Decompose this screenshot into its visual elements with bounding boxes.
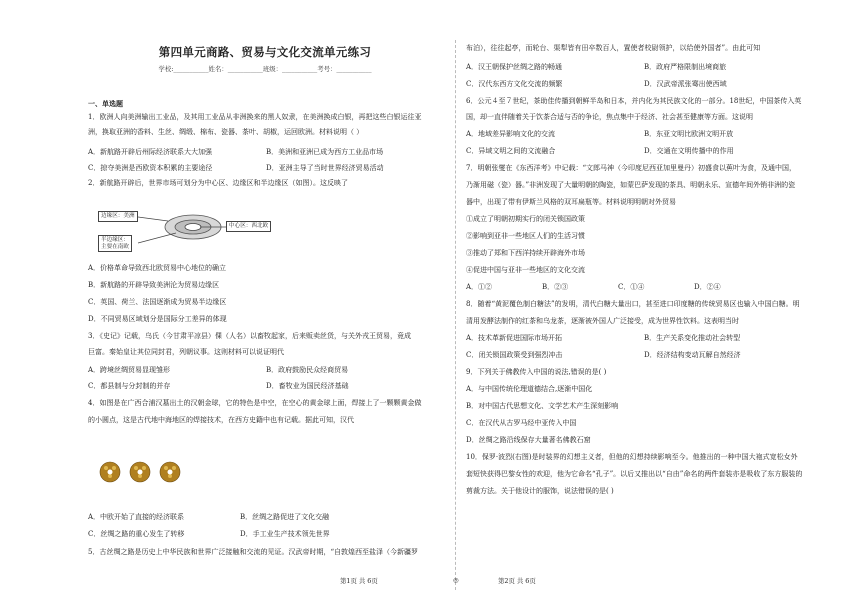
option-7a: A．①② (466, 283, 493, 291)
option-4a: A．中欧开始了直接的经济联系 (88, 513, 185, 521)
option-7b: B．②③ (542, 283, 569, 291)
edge-zone-label: 边缘区：美洲 (98, 211, 138, 222)
section-heading: 一、单选题 (88, 99, 123, 108)
statement-4: ④促进中国与亚非一些地区的文化交流 (466, 266, 585, 274)
option-8b: B．生产关系变化推动社会转型 (644, 334, 741, 342)
question-4-line: 4．如图是在广西合浦汉墓出土的汉朝金球，它的特色是中空，在空心的黄金球上面，焊接上了一颗颗黄金做 (88, 399, 422, 407)
option-6a: A．地域差异影响文化的交流 (466, 130, 556, 138)
option-6d: D．交通在文明传播中的作用 (644, 147, 734, 155)
question-3-line: 巨富。秦始皇让其位同封君，列朝议事。这则材料可以说证明代 (88, 348, 284, 356)
student-info-line: 学校:___________姓名：___________班级：___________考号：___________ (158, 65, 372, 73)
question-6-line: 国，却一直伴随着关于饮茶合适与否的争论，焦点集中于经济、社会甚至健康等方面。这说明 (466, 113, 753, 121)
column-divider (455, 40, 456, 590)
question-8-line: 8．随着“黄泥覆色制白糖法”的发明，清代白糖大量出口，甚至进口印度糖的传统贸易区也输入中国白糖。明 (466, 300, 800, 308)
option-1d: D．亚洲主导了当时世界经济贸易活动 (266, 164, 384, 172)
option-9d: D．丝绸之路沿线保存大量著名佛教石窟 (466, 436, 591, 444)
option-7c: C．①④ (618, 283, 645, 291)
center-ring (185, 224, 201, 231)
statement-2: ②影响到亚非一些地区人们的生活习惯 (466, 232, 585, 240)
option-6c: C．异域文明之间的文流融合 (466, 147, 556, 155)
question-3-line: 3．《史记》记载，乌氏（今甘肃平凉县）倮（人名）以畜牧起家，后来贩卖丝货，与关外戎王贸易，竟成 (88, 332, 411, 340)
option-4b: B．丝绸之路促进了文化交融 (240, 513, 330, 521)
question-2-line: 2．新航路开辟后，世界市场可划分为中心区、边缘区和半边缘区（如图）。这反映了 (88, 179, 348, 187)
question-4-line: 的小圆点，这是古代地中海地区的焊接技术，在西方史籍中也有记载。据此可知，汉代 (88, 416, 354, 424)
question-7-line: 器中，出现了带有伊斯兰风格的双耳扁瓶等。材料说明明朝对外贸易 (466, 198, 676, 206)
option-9b: B．对中国古代思想文化、文学艺术产生深刻影响 (466, 402, 619, 410)
option-2d: D．不同贸易区域划分是国际分工差异的体现 (88, 315, 227, 323)
semi-edge-zone-label: 半边缘区： 主要在南欧 (98, 235, 132, 252)
option-9c: C．在汉代从古罗马经中亚传入中国 (466, 419, 577, 427)
question-8-line: 清用发酵法制作的红茶和乌龙茶，逐渐被外国人广泛接受，成为世界性饮料。这表明当时 (466, 317, 739, 325)
option-2a: A．价格革命导致西北欧贸易中心地位的确立 (88, 264, 227, 272)
question-10-line: 剪裁方法。关于他设计的服饰，说法错误的是( ) (466, 487, 614, 495)
question-7-line: 7．明朝张燮在《东西洋考》中记载：“文郎马神（今印度尼西亚加里曼丹）初盛食以蕉叶为食，及通中国， (466, 164, 797, 172)
option-3d: D．畜牧业为国民经济基础 (266, 382, 349, 390)
option-7d: D．②④ (694, 283, 721, 291)
world-market-diagram (98, 205, 278, 257)
question-9-line: 9．下列关于佛教传入中国的说法,错误的是( ) (466, 368, 607, 376)
option-8c: C．闭关锁国政策受到强烈冲击 (466, 351, 563, 359)
page-title: 第四单元商路、贸易与文化交流单元练习 (158, 45, 372, 59)
question-7-line: 乃渐用磁（瓷）器。”非洲发现了大量明朝的陶瓷，如蒙巴萨发现的茶具、明朝永乐、宣德年间外销非洲的瓷 (466, 181, 796, 189)
option-1a: A．新航路开辟后州际经济联系大大加强 (88, 148, 213, 156)
option-3b: B．政府鼓励民众经商贸易 (266, 366, 349, 374)
option-1c: C．掠夺美洲是西欧资本积累的主要途径 (88, 164, 213, 172)
option-4d: D．手工业生产技术领先世界 (240, 530, 330, 538)
option-1b: B．美洲和亚洲已成为西方工业品市场 (266, 148, 384, 156)
center-zone-label: 中心区：西北欧 (226, 221, 271, 232)
option-2b: B．新航路的开辟导致美洲沦为贸易边缘区 (88, 281, 220, 289)
option-2c: C．英国、荷兰、法国逐渐成为贸易半边缘区 (88, 298, 227, 306)
option-8d: D．经济结构变动瓦解自然经济 (644, 351, 741, 359)
option-5b: B．政府严格限制出境商旅 (644, 63, 727, 71)
option-5c: C．汉代东西方文化交流的频繁 (466, 80, 563, 88)
question-5-continued: 布泊），往往起亭，而轮台、渠犁皆有田卒数百人，置使者校尉领护，以给使外国者”。由此可知 (466, 44, 761, 52)
option-3c: C．都县制与分封制的并存 (88, 382, 171, 390)
option-8a: A．技术革新促进国际市场开拓 (466, 334, 563, 342)
option-4c: C．丝绸之路的重心发生了转移 (88, 530, 185, 538)
question-10-line: 10．保罗·波烈(右图)是时装界的幻想主义者，但他的幻想持续影响至今。他推出的一种中国大袍式宽松女外 (466, 453, 798, 461)
center-mark-icon: ◎ (453, 576, 459, 584)
question-10-line: 套短快获得巴黎女性的欢迎，他为它命名“孔子”。以后又推出以“自由”命名的两件套装亦是吸收了东方服装的 (466, 470, 803, 478)
option-3a: A．跨境丝绸贸易显现雏形 (88, 366, 171, 374)
gold-beads-image (94, 455, 204, 489)
option-9a: A．与中国传统伦理道德结合,逐渐中国化 (466, 385, 593, 393)
statement-3: ③推动了郑和下西洋持续开辟海外市场 (466, 249, 585, 257)
page-number-left: 第1页 共 6页 (340, 577, 378, 585)
question-1-line: 洲，换取亚洲的香料、生丝、绸缎、棉布、瓷器、茶叶、胡椒，运回欧洲。材料说明（ ） (88, 128, 364, 136)
question-6-line: 6．公元４至７世纪，茶助佳传播到朝鲜半岛和日本，并内化为其民族文化的一部分。18世纪，中国茶传入英 (466, 97, 802, 105)
option-5a: A．汉王朝保护丝绸之路的畅通 (466, 63, 563, 71)
question-1-line: 1．欧洲人向美洲输出工业品，及其用工业品从非洲换来的黑人奴隶，在美洲换成白银，再把这些白银运往亚 (88, 113, 422, 121)
statement-1: ①成立了明朝初期实行的闭关锁国政策 (466, 215, 585, 223)
option-6b: B．东亚文明比欧洲文明开放 (644, 130, 734, 138)
page-number-right: 第2页 共 6页 (498, 577, 536, 585)
option-5d: D．汉武帝派张骞出使西域 (644, 80, 727, 88)
question-5-line: 5．古丝绸之路是历史上中华民族和世界广泛接触和交流的见证。汉武帝时期，“自敦煌西至盐泽（今新疆罗 (88, 548, 419, 556)
